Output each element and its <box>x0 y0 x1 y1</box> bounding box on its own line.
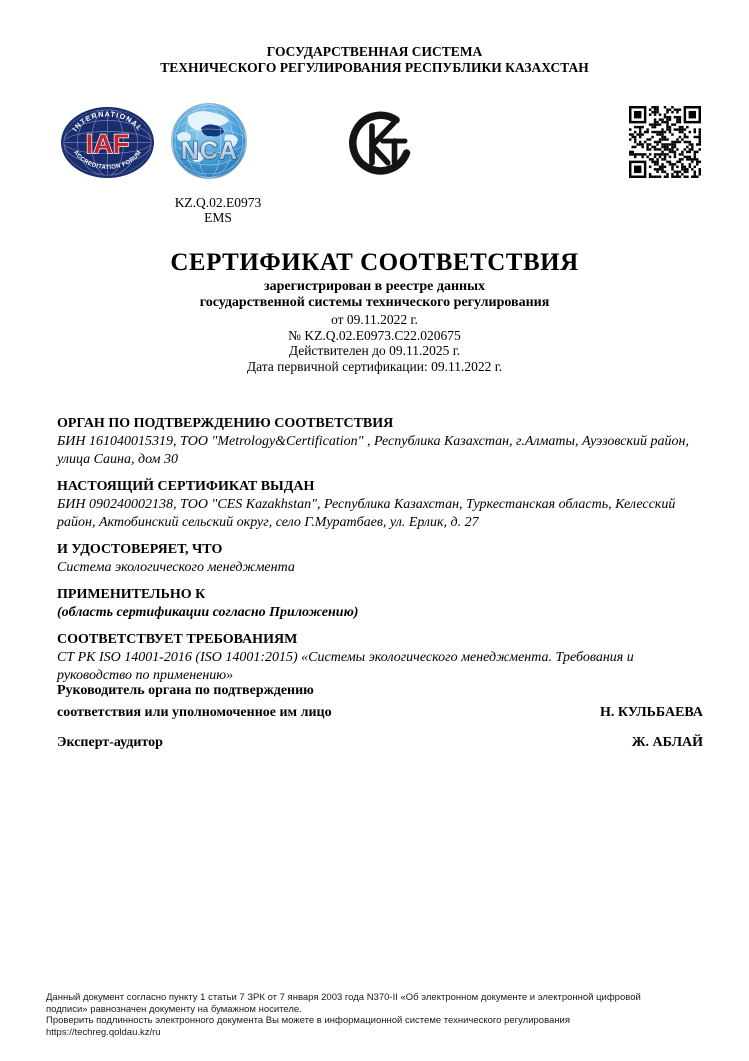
certificate-number: № KZ.Q.02.E0973.C22.020675 <box>288 327 461 343</box>
footer-line3: Проверить подлинность электронного документа Вы можете в информационной системе технического регулирования <box>46 1015 571 1027</box>
accreditation-block <box>118 195 318 225</box>
iaf-accreditation-logo-icon <box>60 106 155 179</box>
registration-date: от 09.11.2022 г. <box>331 312 418 327</box>
section-complies-with <box>57 631 703 685</box>
section-body: БИН 090240002138, ТОО "CES Kazakhstan", Республика Казахстан, Туркестанская область, Келесский район, Актобинский сельский округ, село Г.Муратбаев, ул. Ерлик, д. 27 <box>57 497 676 530</box>
section-certification-body <box>57 415 703 469</box>
section-heading: ПРИМЕНИТЕЛЬНО К <box>57 587 206 602</box>
document-header <box>0 44 749 75</box>
registration-line2: государственной системы технического регулирования <box>199 294 550 310</box>
section-heading: СООТВЕТСТВУЕТ ТРЕБОВАНИЯМ <box>57 632 298 647</box>
kazakhstan-conformity-mark-icon <box>345 105 420 180</box>
section-issued-to <box>57 478 703 532</box>
signature-row-head <box>57 680 703 724</box>
certificate-body <box>57 415 703 694</box>
section-body: Система экологического менеджмента <box>57 560 295 575</box>
certificate-title: СЕРТИФИКАТ СООТВЕТСТВИЯ <box>170 249 579 276</box>
title-block <box>0 247 749 374</box>
section-heading: ОРГАН ПО ПОДТВЕРЖДЕНИЮ СООТВЕТСТВИЯ <box>57 416 394 431</box>
signature-row-auditor <box>57 732 703 754</box>
section-body: (область сертификации согласно Приложению) <box>57 605 359 620</box>
section-certifies-that <box>57 541 703 577</box>
footer-line1: Данный документ согласно пункту 1 статьи 7 ЗРК от 7 января 2003 года N370-II «Об электронном документе и электронной цифровой <box>46 992 641 1003</box>
section-applicable-to <box>57 586 703 622</box>
header-line1: ГОСУДАРСТВЕННАЯ СИСТЕМА <box>266 44 483 59</box>
accreditation-number: KZ.Q.02.E0973 <box>174 195 262 210</box>
section-heading: НАСТОЯЩИЙ СЕРТИФИКАТ ВЫДАН <box>57 479 315 494</box>
iaf-bottom-arc-text: ACCREDITATION FORUM <box>71 149 144 172</box>
accreditation-scheme: EMS <box>204 210 232 225</box>
signature-block <box>57 680 703 754</box>
section-body: СТ РК ISO 14001-2016 (ISO 14001:2015) «Системы экологического менеджмента. Требования и руководство по применению» <box>57 650 634 683</box>
footer-line2: подписи» равнозначен документу на бумажном носителе. <box>46 1003 302 1015</box>
section-body: БИН 161040015319, ТОО "Metrology&Certification" , Республика Казахстан, г.Алматы, Ауэзовский район, улица Саина, дом 30 <box>57 434 689 467</box>
legal-footer <box>46 992 746 1039</box>
signature-name: Н. КУЛЬБАЕВА <box>600 705 703 720</box>
signature-role: Руководитель органа по подтверждению соответствия или уполномоченное им лицо <box>57 683 332 720</box>
nca-globe-logo-icon <box>168 102 251 184</box>
valid-until: Действителен до 09.11.2025 г. <box>288 343 461 358</box>
verification-url[interactable]: https://techreg.qoldau.kz/ru <box>46 1027 161 1039</box>
iaf-center-text: IAF <box>85 129 130 159</box>
signature-name: Ж. АБЛАЙ <box>631 735 703 750</box>
nca-label-text: NCA <box>180 137 239 165</box>
section-heading: И УДОСТОВЕРЯЕТ, ЧТО <box>57 542 223 557</box>
first-certification-date: Дата первичной сертификации: 09.11.2022 г. <box>246 358 503 374</box>
header-line2: ТЕХНИЧЕСКОГО РЕГУЛИРОВАНИЯ РЕСПУБЛИКИ КАЗАХСТАН <box>160 59 589 75</box>
iaf-top-arc-text: INTERNATIONAL <box>70 109 145 133</box>
registration-line1: зарегистрирован в реестре данных <box>263 279 486 294</box>
qr-code-icon <box>629 106 701 178</box>
signature-role: Эксперт-аудитор <box>57 735 163 750</box>
